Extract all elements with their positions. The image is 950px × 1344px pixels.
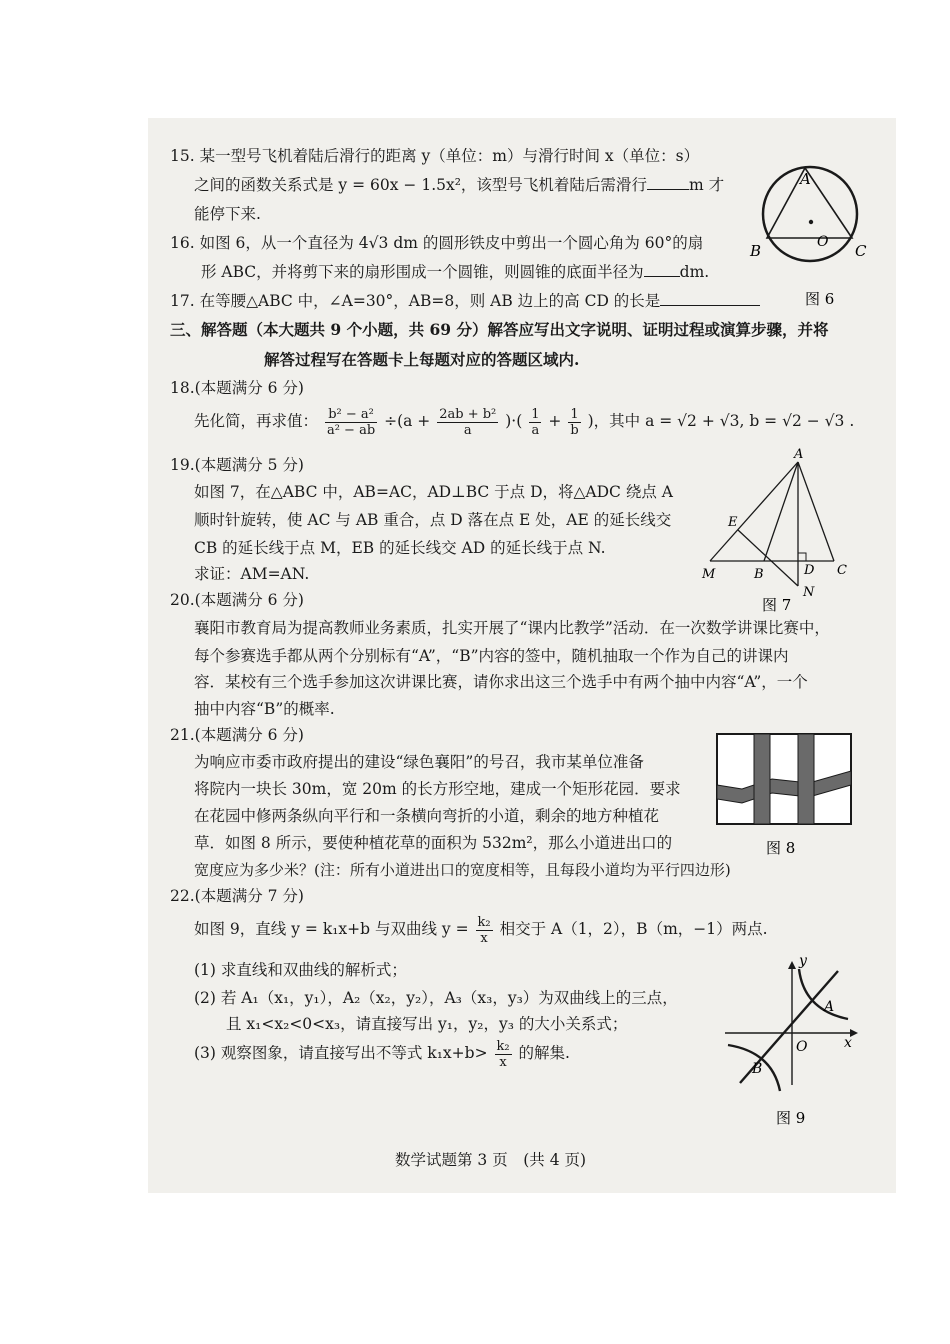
q22-sub1: (1) 求直线和双曲线的解析式；	[194, 961, 407, 979]
q21-line4: 草．如图 8 所示，要使种植花草的面积为 532m²，那么小道进出口的	[194, 834, 673, 852]
q19-line4: 求证：AM=AN.	[194, 565, 310, 583]
q21-line5: 宽度应为多少米？(注：所有小道进出口的宽度相等，且每段小道均为平行四边形)	[194, 861, 731, 879]
q22-sub3-fraction: $\frac{\text{k₂}}{x}$	[496, 1038, 510, 1070]
q21-line3: 在花园中修两条纵向平行和一条横向弯折的小道，剩余的地方种植花	[194, 807, 660, 825]
q20-line1: 襄阳市教育局为提高教师业务素质，扎实开展了“课内比教学”活动．在一次数学讲课比赛中，	[194, 619, 830, 637]
fig7-label-c: C	[837, 563, 847, 578]
fig7-caption: 图 7	[762, 596, 792, 614]
q16-answer-blank	[644, 276, 680, 277]
q18-heading: 18.(本题满分 6 分)	[170, 379, 304, 397]
fig7-line-ab	[764, 462, 798, 561]
fig8-vertical-path-left	[754, 734, 770, 824]
q17-line1: 17. 在等腰△ABC 中，∠A=30°，AB=8，则 AB 边上的高 CD 的长是	[170, 291, 760, 311]
fig8-caption: 图 8	[766, 839, 796, 857]
q18-fraction-1: $\frac{\text{b² − a²}}{\text{a² − ab}}$	[326, 406, 376, 438]
q22-sub3: (3) 观察图象，请直接写出不等式 k₁x+b> $\frac{\text{k₂}}{x}$ 的解集.	[194, 1038, 570, 1070]
fig9-label-a: A	[824, 999, 835, 1015]
q20-line3: 容．某校有三个选手参加这次讲课比赛，请你求出这三个选手中有两个抽中内容“A”，一个	[194, 673, 808, 691]
fig7-label-a: A	[794, 447, 804, 462]
q21-heading: 21.(本题满分 6 分)	[170, 726, 304, 744]
fig9-y-arrow	[788, 961, 796, 969]
fig7-label-n: N	[803, 585, 815, 600]
q20-line4: 抽中内容“B”的概率.	[194, 700, 335, 718]
q15-answer-blank	[647, 189, 689, 190]
page-footer: 数学试题第 3 页 (共 4 页)	[395, 1151, 587, 1169]
fig7-line-ac	[798, 462, 834, 561]
fig7-label-b: B	[754, 567, 764, 582]
q21-line1: 为响应市委市政府提出的建设“绿色襄阳”的号召，我市某单位准备	[194, 753, 644, 771]
fig9-label-x: x	[844, 1035, 852, 1051]
q19-heading: 19.(本题满分 5 分)	[170, 456, 304, 474]
fig8-vertical-path-right	[798, 734, 814, 824]
fig9-label-o: O	[796, 1039, 808, 1055]
fig7-line-am	[710, 462, 798, 561]
q21-line2: 将院内一块长 30m，宽 20m 的长方形空地，建成一个矩形花园．要求	[194, 780, 681, 798]
q18-fraction-3: $\frac{1}{a}$	[531, 406, 540, 438]
q22-sub2a: (2) 若 A₁（x₁，y₁），A₂（x₂，y₂），A₃（x₃，y₃）为双曲线上的三点，	[194, 989, 678, 1007]
q20-heading: 20.(本题满分 6 分)	[170, 591, 304, 609]
section3-line1: 三、解答题（本大题共 9 个小题，共 69 分）解答应写出文字说明、证明过程或演算步骤，并将	[170, 320, 829, 339]
q22-sub2b: 且 x₁<x₂<0<x₃，请直接写出 y₁，y₂，y₃ 的大小关系式；	[226, 1015, 628, 1033]
q19-line1: 如图 7，在△ABC 中，AB=AC，AD⊥BC 于点 D，将△ADC 绕点 A	[194, 483, 673, 501]
q15-line1: 15. 某一型号飞机着陆后滑行的距离 y（单位：m）与滑行时间 x（单位：s）	[170, 147, 700, 165]
q15-line3: 能停下来.	[194, 205, 261, 223]
fig7-label-d: D	[804, 563, 815, 578]
fig7-right-angle	[798, 553, 806, 561]
section3-line2: 解答过程写在答题卡上每题对应的答题区域内.	[264, 350, 580, 369]
q15-line2: 之间的函数关系式是 y = 60x − 1.5x²，该型号飞机着陆后需滑行 m 才	[194, 176, 725, 194]
fig9-label-b: B	[752, 1061, 763, 1077]
q19-line2: 顺时针旋转，使 AC 与 AB 重合，点 D 落在点 E 处，AE 的延长线交	[194, 511, 672, 529]
q18-expression: 先化简，再求值： $\frac{\text{b² − a²}}{\text{a² − ab}}$ ÷(a + $\frac{\text{2ab + b²}}{a}$ )·( $\frac{1}{a}$ + $\frac{1}{b}$ )，其中 a = √2 + √3, b = √2 − √3 .	[194, 406, 855, 438]
fig6-caption: 图 6	[805, 290, 835, 308]
q16-line2: 形 ABC，并将剪下来的扇形围成一个圆锥，则圆锥的底面半径为 dm.	[201, 263, 710, 281]
fig7-line-en	[738, 530, 798, 586]
q16-line1: 16. 如图 6，从一个直径为 4√3 dm 的圆形铁皮中剪出一个圆心角为 60°的扇	[170, 234, 704, 252]
q22-heading: 22.(本题满分 7 分)	[170, 887, 304, 905]
fig9-caption: 图 9	[776, 1109, 806, 1127]
figure-8	[714, 731, 856, 861]
fig6-label-c: C	[855, 242, 867, 260]
fig6-center-dot	[809, 220, 813, 224]
figure-9	[720, 955, 865, 1135]
fig7-label-m: M	[702, 567, 716, 582]
q18-fraction-2: $\frac{\text{2ab + b²}}{a}$	[439, 406, 497, 438]
figure-6	[745, 162, 885, 312]
fig6-label-b: B	[750, 242, 762, 260]
fig6-label-o: O	[817, 234, 829, 250]
q18-fraction-4: $\frac{1}{b}$	[570, 406, 579, 438]
fig6-label-a: A	[800, 170, 811, 188]
q19-line3: CB 的延长线于点 M，EB 的延长线交 AD 的延长线于点 N.	[194, 539, 606, 557]
q22-line1: 如图 9，直线 y = k₁x+b 与双曲线 y = $\frac{\text{k₂}}{x}$ 相交于 A（1，2），B（m，−1）两点.	[194, 914, 768, 946]
q20-line2: 每个参赛选手都从两个分别标有“A”，“B”内容的签中，随机抽取一个作为自己的讲课内	[194, 647, 789, 665]
fig7-label-e: E	[728, 515, 738, 530]
q22-fraction: $\frac{\text{k₂}}{x}$	[477, 914, 491, 946]
figure-7	[700, 446, 870, 616]
fig9-label-y: y	[799, 955, 807, 969]
